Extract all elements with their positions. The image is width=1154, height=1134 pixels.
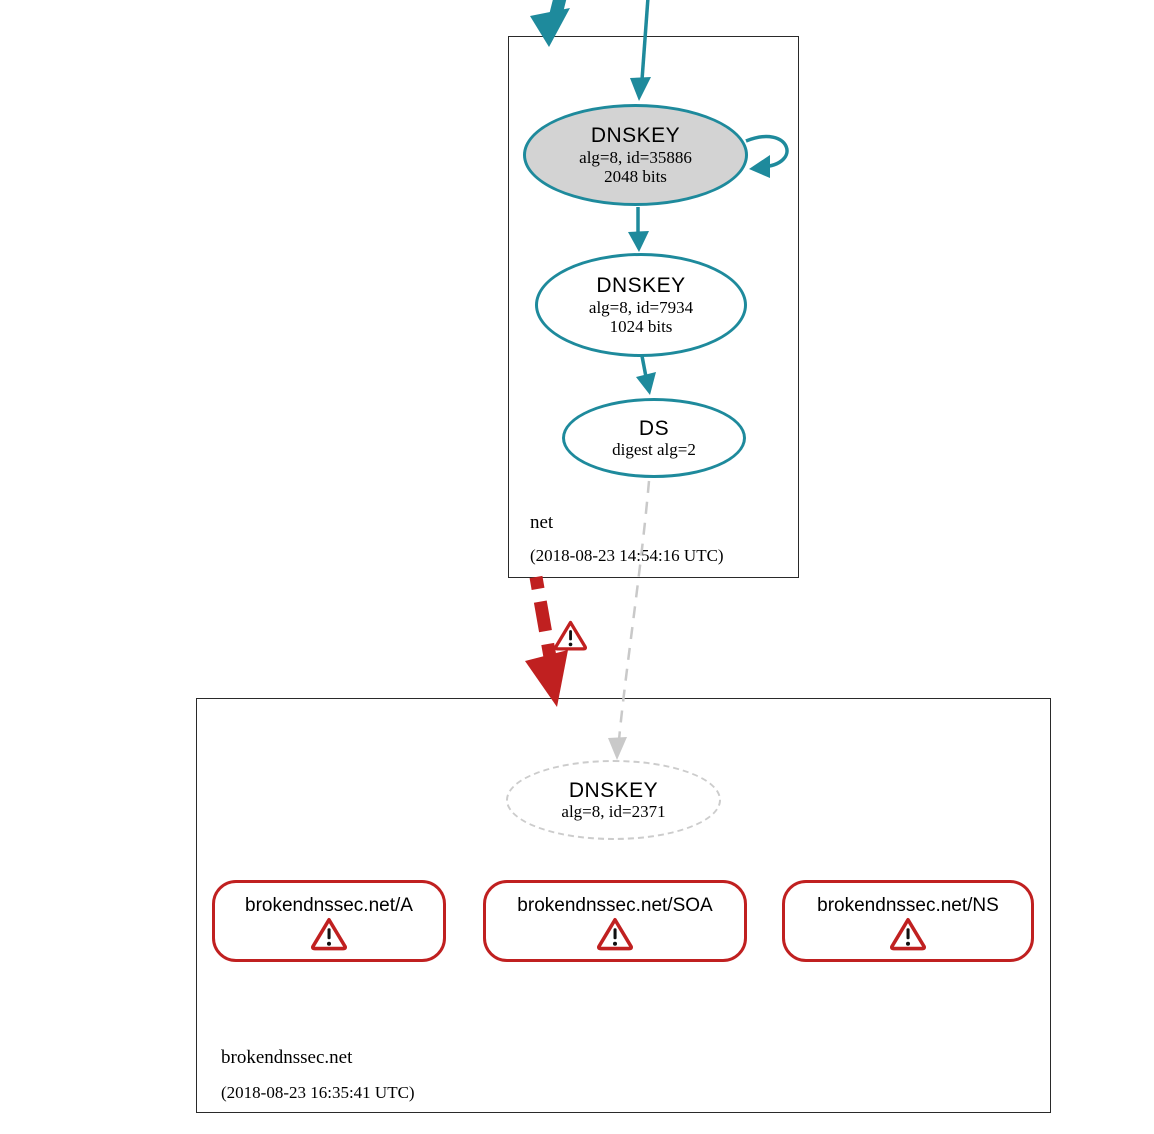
zone-name-brokendnssec: brokendnssec.net <box>221 1047 353 1068</box>
warning-icon <box>310 917 348 951</box>
rrset-label: brokendnssec.net/NS <box>817 895 999 916</box>
node-title: DNSKEY <box>596 274 686 298</box>
warning-icon <box>553 620 588 651</box>
rrset-label: brokendnssec.net/A <box>245 895 413 916</box>
zone-name-net: net <box>530 512 554 533</box>
zone-timestamp-brokendnssec: (2018-08-23 16:35:41 UTC) <box>221 1083 415 1102</box>
rrset-label: brokendnssec.net/SOA <box>517 895 713 916</box>
rrset-brokendnssec-soa[interactable] <box>483 880 747 962</box>
node-title: DNSKEY <box>590 124 681 148</box>
node-dnskey-ksk-35886[interactable] <box>523 104 748 206</box>
node-attr: alg=8, id=2371 <box>561 802 666 822</box>
node-attr: alg=8, id=7934 <box>588 297 694 317</box>
rrset-brokendnssec-a[interactable] <box>212 880 446 962</box>
node-dnskey-2371-missing[interactable] <box>506 760 721 840</box>
node-attr: 2048 bits <box>604 166 667 186</box>
warning-icon <box>596 917 634 951</box>
node-ds[interactable] <box>562 398 746 478</box>
node-attr: alg=8, id=35886 <box>579 147 692 167</box>
warning-icon <box>889 917 927 951</box>
node-title: DNSKEY <box>568 778 659 802</box>
node-dnskey-zsk-7934[interactable] <box>535 253 747 357</box>
node-title: DS <box>638 416 670 440</box>
rrset-brokendnssec-ns[interactable] <box>782 880 1034 962</box>
node-attr: 1024 bits <box>609 316 673 336</box>
node-attr: digest alg=2 <box>612 440 696 460</box>
zone-timestamp-net: (2018-08-23 14:54:16 UTC) <box>530 546 724 565</box>
